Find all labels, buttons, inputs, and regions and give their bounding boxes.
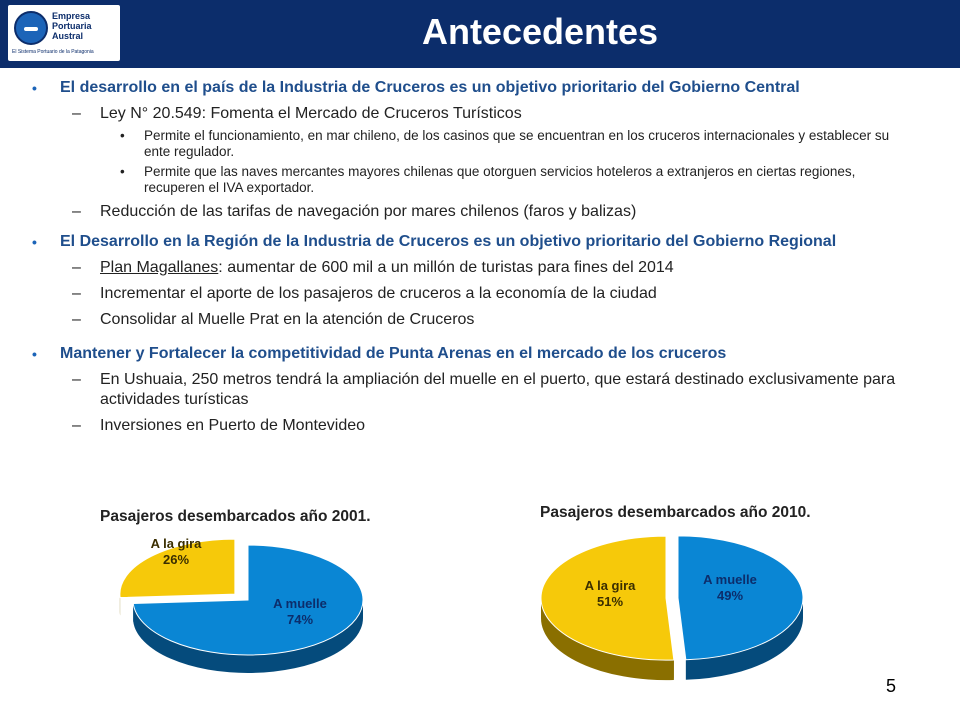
page-title: Antecedentes	[421, 11, 659, 52]
chart-2010-title: Pasajeros desembarcados año 2010.	[540, 504, 811, 521]
plan-magallanes-lead: Plan Magallanes	[100, 259, 219, 276]
pie-slice-value-label: 49%	[716, 588, 744, 603]
bullet-central-government: • El desarrollo en el país de la Industria de Cruceros es un objetivo prioritario del Gobierno Central	[30, 78, 910, 98]
logo-line-1: Empresa	[52, 11, 91, 21]
logo-line-2: Portuaria	[52, 21, 92, 31]
pie-slice-label: A muelle	[273, 596, 327, 611]
logo-tagline: El Sistema Portuario de la Patagonia	[12, 49, 94, 55]
pie-slice-a-la-gira	[541, 536, 674, 680]
pie-slice-value-label: 51%	[596, 594, 624, 609]
pie-slice-label: A muelle	[703, 572, 757, 587]
bullet-muelle-prat: – Consolidar al Muelle Prat en la atención de Cruceros	[30, 310, 910, 330]
bullet-competitividad: • Mantener y Fortalecer la competitividad de Punta Arenas en el mercado de los cruceros	[30, 344, 910, 364]
pie-slice-value-label: 74%	[286, 612, 314, 627]
bullet-ley-20549: – Ley N° 20.549: Fomenta el Mercado de Cruceros Turísticos	[30, 104, 910, 124]
bullet-iva: • Permite que las naves mercantes mayores chilenas que otorguen servicios hoteleros a extranjeros en ciertas regiones, recuperen el IVA exportador.	[30, 164, 910, 196]
bullet-regional-government: • El Desarrollo en la Región de la Industria de Cruceros es un objetivo prioritario del Gobierno Regional	[30, 232, 910, 252]
pie-chart-2001	[120, 536, 363, 673]
chart-2001-title: Pasajeros desembarcados año 2001.	[100, 508, 371, 525]
page-number: 5	[886, 676, 897, 696]
bullet-tarifas: – Reducción de las tarifas de navegación por mares chilenos (faros y balizas)	[30, 202, 910, 222]
bullet-aporte: – Incrementar el aporte de los pasajeros de cruceros a la economía de la ciudad	[30, 284, 910, 304]
plan-magallanes-text: : aumentar de 600 mil a un millón de turistas para fines del 2014	[218, 259, 674, 276]
bullet-ushuaia: – En Ushuaia, 250 metros tendrá la ampliación del muelle en el puerto, que estará destinado exclusivamente para actividades turísticas	[30, 370, 910, 410]
logo-line-3: Austral	[52, 31, 84, 41]
pie-slice-label: A la gira	[584, 578, 636, 593]
pie-slice-value-label: 26%	[162, 552, 190, 567]
pie-slice-label: A la gira	[150, 536, 202, 551]
pie-chart-2010	[541, 536, 803, 680]
bullet-montevideo: – Inversiones en Puerto de Montevideo	[30, 416, 910, 436]
bullet-casinos: • Permite el funcionamiento, en mar chileno, de los casinos que se encuentran en los cruceros internacionales y establecer su ente regulador.	[30, 128, 910, 160]
pie-slice-a-muelle	[678, 536, 803, 680]
